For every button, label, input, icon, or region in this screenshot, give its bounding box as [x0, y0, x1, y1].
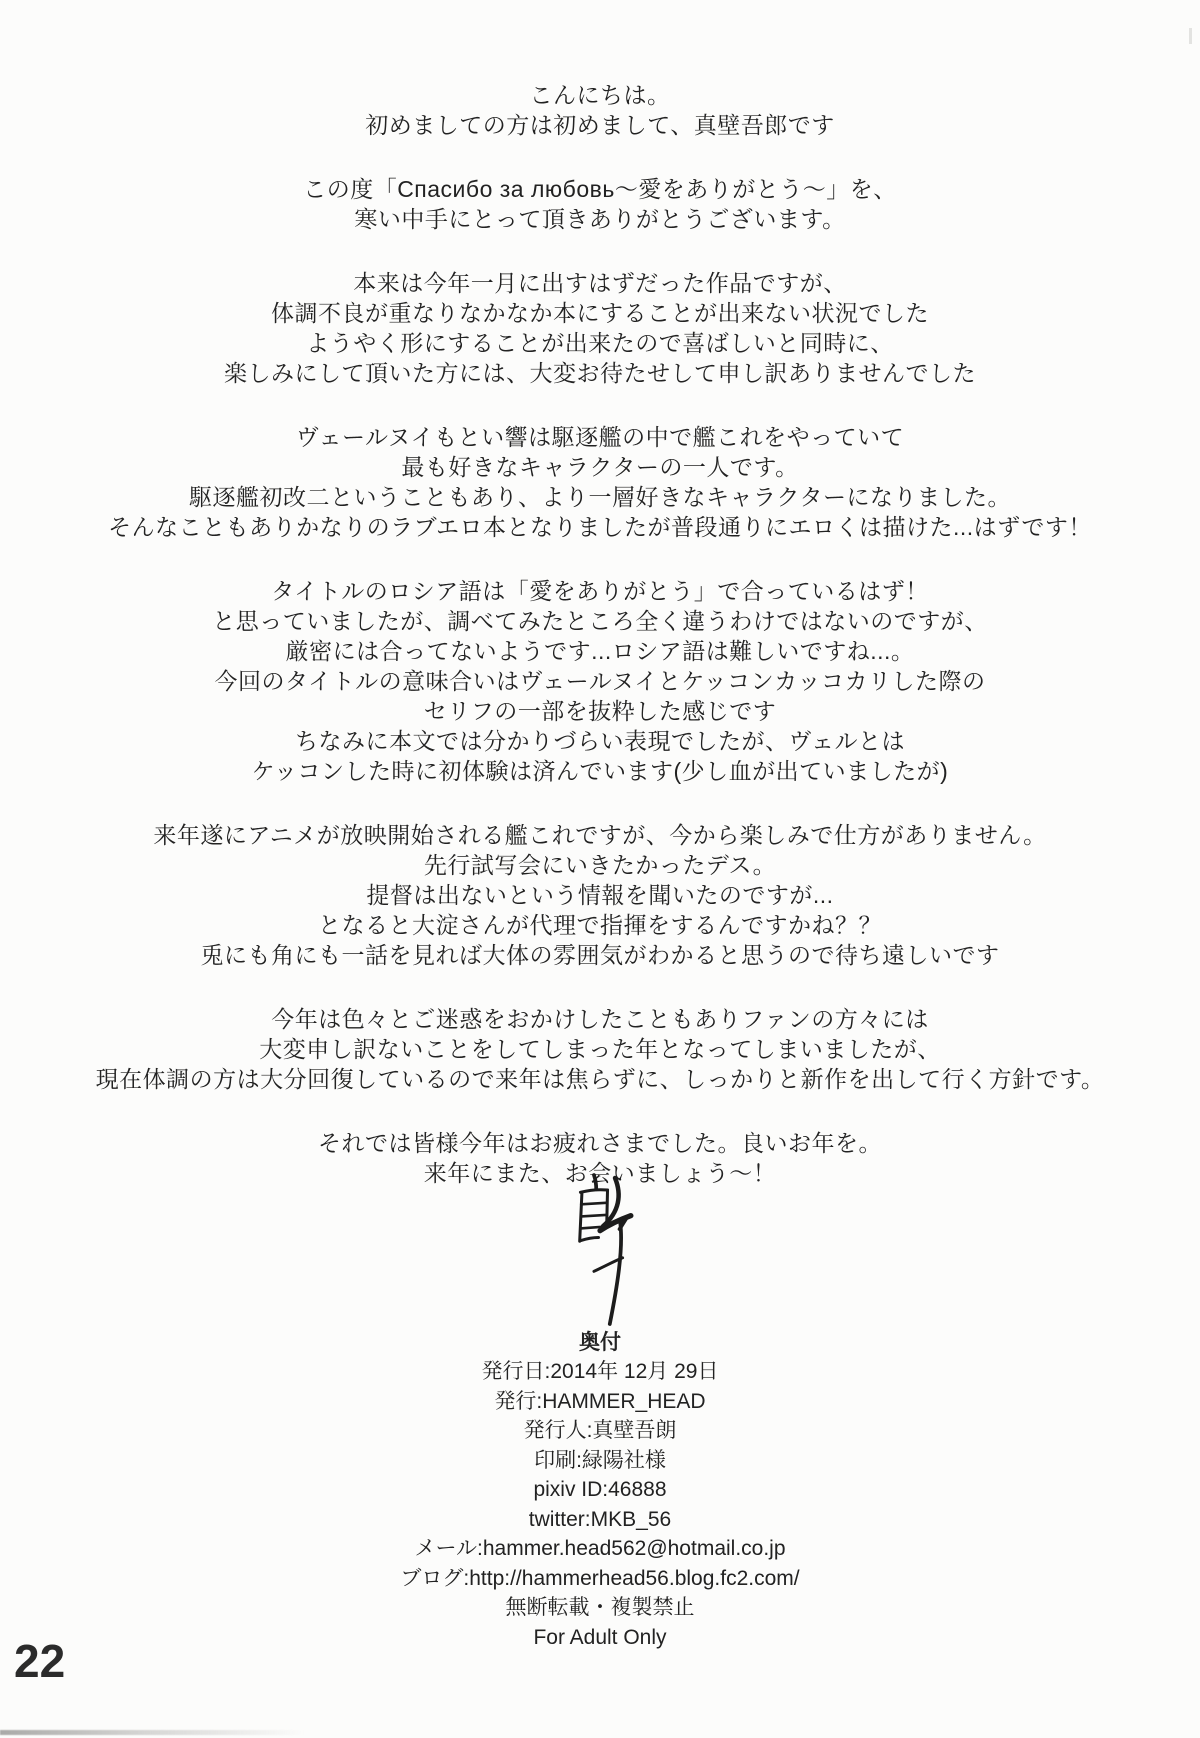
afterword-text-body: [0, 80, 1200, 1222]
text-line: セリフの一部を抜粋した感じです: [423, 698, 777, 724]
text-line: 今回のタイトルの意味合いはヴェールヌイとケッコンカッコカリした際の: [214, 668, 986, 694]
page-number: 22: [14, 1635, 66, 1687]
text-line: ヴェールヌイもとい響は駆逐艦の中で艦これをやっていて: [295, 424, 905, 450]
text-line: 駆逐艦初改二ということもあり、より一層好きなキャラクターになりました。: [188, 484, 1012, 510]
colophon-line: twitter:MKB_56: [528, 1507, 672, 1531]
text-line: それでは皆様今年はお疲れさまでした。良いお年を。: [318, 1130, 882, 1156]
text-line: タイトルのロシア語は「愛をありがとう」で合っているはず！: [271, 578, 929, 604]
text-line: こんにちは。: [529, 82, 671, 108]
text-line: ケッコンした時に初体験は済んでいます(少し血が出ていましたが): [251, 758, 949, 784]
afterword-paragraph: [0, 268, 1200, 388]
colophon-line: 印刷:緑陽社様: [534, 1448, 666, 1472]
author-signature-calligraphy-icon: [548, 1172, 652, 1330]
text-line: 厳密には合ってないようです...ロシア語は難しいですね...。: [285, 638, 915, 664]
colophon-lines: [0, 1357, 1200, 1652]
text-line: 大変申し訳ないことをしてしまった年となってしまいましたが、: [259, 1036, 941, 1062]
scan-artifact-right: [1189, 28, 1192, 44]
afterword-paragraph: [0, 1004, 1200, 1094]
text-line: 先行試写会にいきたかったデス。: [423, 852, 777, 878]
text-line: 兎にも角にも一話を見れば大体の雰囲気がわかると思うので待ち遠しいです: [200, 942, 1000, 968]
text-line: ちなみに本文では分かりづらい表現でしたが、ヴェルとは: [294, 728, 906, 754]
colophon-line: ブログ:http://hammerhead56.blog.fc2.com/: [400, 1566, 800, 1590]
text-line: 今年は色々とご迷惑をおかけしたこともありファンの方々には: [271, 1006, 929, 1032]
text-line: 初めましての方は初めまして、真壁吾郎です: [365, 112, 835, 138]
afterword-paragraph: [0, 80, 1200, 140]
colophon-line: メール:hammer.head562@hotmail.co.jp: [414, 1537, 786, 1560]
text-line: と思っていましたが、調べてみたところ全く違うわけではないのですが、: [212, 608, 988, 634]
text-line: 現在体調の方は大分回復しているので来年は焦らずに、しっかりと新作を出して行く方針です。: [95, 1066, 1105, 1092]
text-line: 来年にまた、お会いましょう〜！: [423, 1160, 777, 1186]
colophon-line: 発行人:真壁吾朗: [523, 1419, 677, 1442]
text-line: 楽しみにして頂いた方には、大変お待たせして申し訳ありませんでした: [224, 360, 976, 386]
text-line: 寒い中手にとって頂きありがとうございます。: [354, 206, 846, 232]
text-line: 提督は出ないという情報を聞いたのですが...: [366, 882, 834, 908]
afterword-paragraph: [0, 820, 1200, 970]
afterword-paragraph: [0, 174, 1200, 234]
colophon-title: 奥付: [579, 1331, 621, 1354]
colophon-line: pixiv ID:46888: [533, 1478, 667, 1501]
colophon-line: 無断転載・複製禁止: [505, 1596, 695, 1619]
colophon-line: 発行日:2014年 12月 29日: [481, 1360, 719, 1383]
text-line: 最も好きなキャラクターの一人です。: [401, 454, 799, 480]
text-line: ようやく形にすることが出来たので喜ばしいと同時に、: [306, 330, 894, 356]
afterword-paragraph: [0, 576, 1200, 786]
text-line: 体調不良が重なりなかなか本にすることが出来ない状況でした: [271, 300, 929, 326]
text-line: この度「Спасибо за любовь〜愛をありがとう〜」を、: [303, 176, 897, 202]
text-line: 本来は今年一月に出すはずだった作品ですが、: [353, 270, 847, 296]
afterword-paragraph: [0, 422, 1200, 542]
colophon-block: [0, 1328, 1200, 1652]
text-line: 来年遂にアニメが放映開始される艦これですが、今から楽しみで仕方がありません。: [153, 822, 1047, 848]
signature-container: [0, 1172, 1200, 1335]
text-line: となると大淀さんが代理で指揮をするんですかね？？: [318, 912, 882, 938]
text-line: そんなこともありかなりのラブエロ本となりましたが普段通りにエロくは描けた...はずです！: [108, 514, 1092, 540]
colophon-line: 発行:HAMMER_HEAD: [494, 1389, 706, 1413]
scan-artifact-bottom: [0, 1730, 305, 1735]
colophon-line: For Adult Only: [533, 1625, 667, 1649]
